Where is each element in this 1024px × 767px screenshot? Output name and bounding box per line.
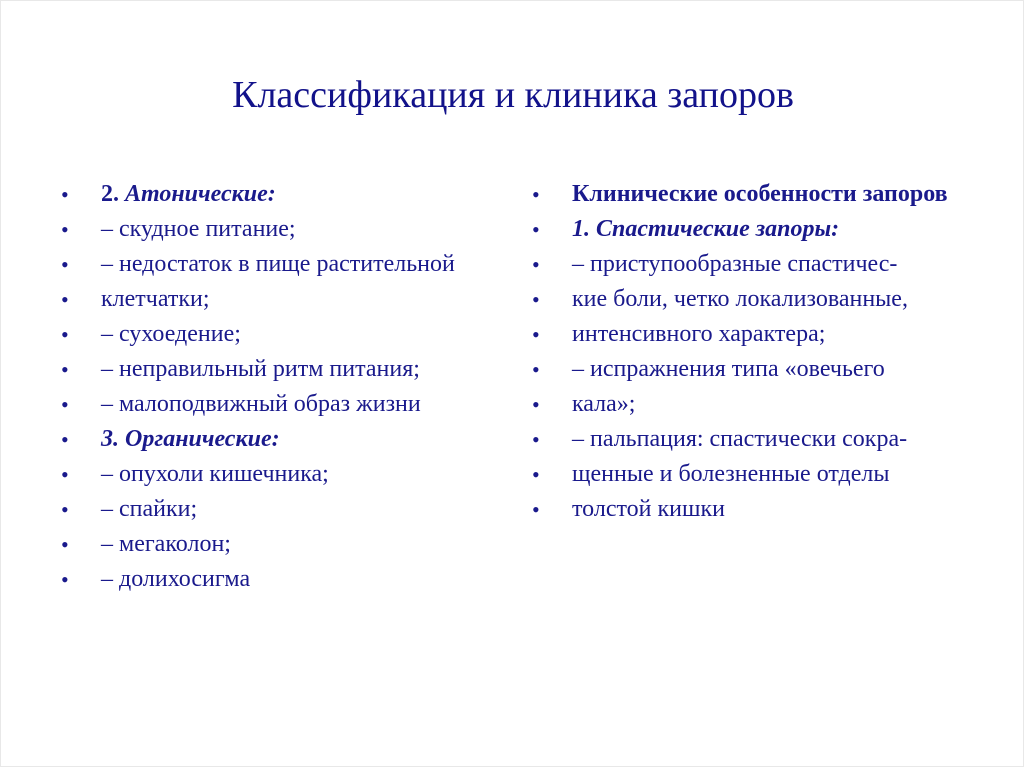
bullet-icon: • bbox=[532, 252, 540, 277]
list-item bbox=[532, 461, 972, 488]
bullet-icon: • bbox=[61, 497, 69, 522]
bullet-icon: • bbox=[61, 182, 69, 207]
list-item bbox=[532, 181, 972, 208]
item-text: кие боли, четко локализованные, bbox=[572, 286, 908, 312]
slide-title: Классификация и клиника запоров bbox=[232, 74, 794, 116]
list-item bbox=[61, 531, 501, 558]
item-text: интенсивного характера; bbox=[572, 321, 826, 347]
bullet-icon: • bbox=[61, 392, 69, 417]
item-text: – мегаколон; bbox=[101, 531, 231, 557]
list-item bbox=[61, 426, 501, 453]
list-item bbox=[532, 391, 972, 418]
list-item bbox=[61, 286, 501, 313]
bullet-icon: • bbox=[61, 322, 69, 347]
bullet-icon: • bbox=[532, 357, 540, 382]
bullet-icon: • bbox=[532, 217, 540, 242]
item-text: щенные и болезненные отделы bbox=[572, 461, 890, 487]
bullet-icon: • bbox=[532, 287, 540, 312]
bullet-icon: • bbox=[532, 427, 540, 452]
item-text: толстой кишки bbox=[572, 496, 725, 522]
list-item bbox=[61, 356, 501, 383]
item-text: – спайки; bbox=[101, 496, 198, 522]
bullet-icon: • bbox=[532, 497, 540, 522]
bullet-icon: • bbox=[532, 392, 540, 417]
list-item bbox=[61, 181, 501, 208]
item-text: – скудное питание; bbox=[101, 216, 296, 242]
list-item bbox=[532, 321, 972, 348]
item-text: – пальпация: спастически сокра- bbox=[572, 426, 908, 452]
bullet-icon: • bbox=[61, 567, 69, 592]
right-column-list bbox=[532, 181, 972, 531]
bullet-icon: • bbox=[61, 252, 69, 277]
left-column-list bbox=[61, 181, 501, 601]
item-text: – опухоли кишечника; bbox=[101, 461, 329, 487]
bullet-icon: • bbox=[532, 322, 540, 347]
item-text: – приступообразные спастичес- bbox=[572, 251, 898, 277]
list-item bbox=[61, 321, 501, 348]
bullet-icon: • bbox=[61, 462, 69, 487]
item-text: – долихосигма bbox=[101, 566, 251, 592]
heading-clinical-features: Клинические особенности запоров bbox=[572, 181, 948, 207]
list-item bbox=[61, 251, 501, 278]
list-item bbox=[532, 356, 972, 383]
bullet-icon: • bbox=[61, 427, 69, 452]
bullet-icon: • bbox=[61, 532, 69, 557]
heading-organic: 3. Органические: bbox=[101, 426, 280, 452]
list-item bbox=[61, 496, 501, 523]
list-item bbox=[61, 461, 501, 488]
bullet-icon: • bbox=[61, 357, 69, 382]
list-item bbox=[61, 566, 501, 593]
list-item bbox=[532, 496, 972, 523]
bullet-icon: • bbox=[532, 462, 540, 487]
list-item bbox=[61, 216, 501, 243]
heading-atonic: Атонические: bbox=[125, 181, 276, 207]
list-item bbox=[532, 216, 972, 243]
heading-spastic: 1. Спастические запоры: bbox=[572, 216, 840, 242]
item-text: – испражнения типа «овечьего bbox=[572, 356, 885, 382]
item-text: клетчатки; bbox=[101, 286, 210, 312]
bullet-icon: • bbox=[61, 287, 69, 312]
item-text: – недостаток в пище растительной bbox=[101, 251, 455, 277]
bullet-icon: • bbox=[61, 217, 69, 242]
bullet-icon: • bbox=[532, 182, 540, 207]
item-text: – сухоедение; bbox=[101, 321, 241, 347]
list-item bbox=[532, 426, 972, 453]
list-item bbox=[532, 251, 972, 278]
list-item bbox=[61, 391, 501, 418]
item-text: – малоподвижный образ жизни bbox=[101, 391, 421, 417]
item-text: кала»; bbox=[572, 391, 636, 417]
list-item bbox=[532, 286, 972, 313]
item-text: – неправильный ритм питания; bbox=[101, 356, 420, 382]
item-number: 2. bbox=[101, 181, 125, 207]
